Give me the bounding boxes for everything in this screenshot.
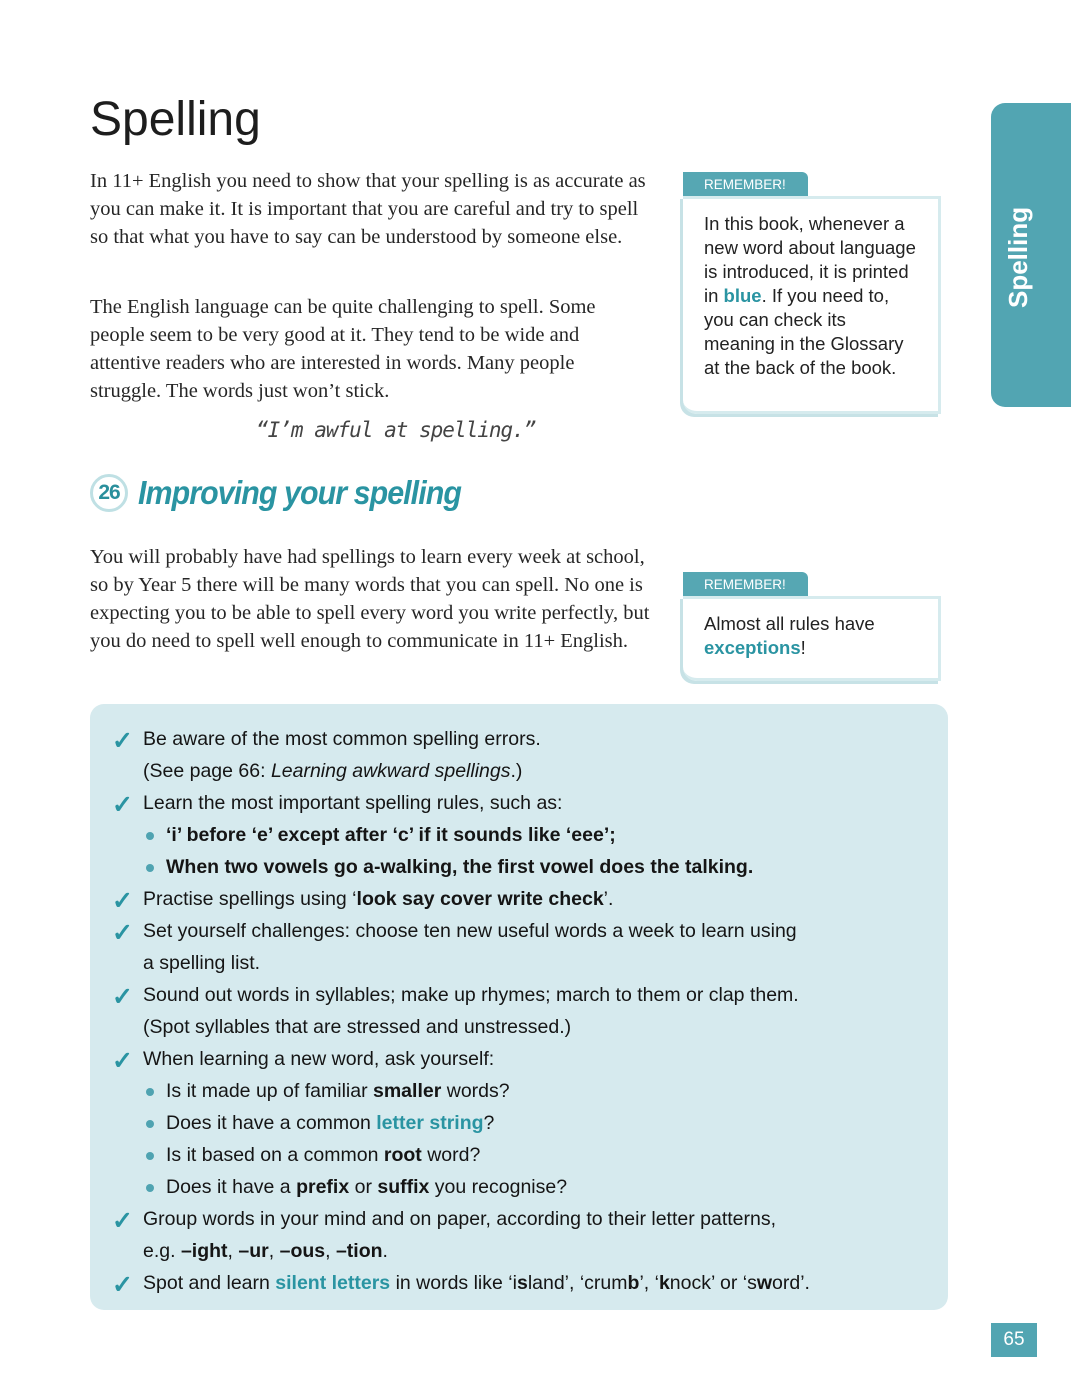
checklist-item-continuation — [90, 1014, 948, 1046]
glossary-term: letter string — [376, 1112, 484, 1134]
checklist-text: –ous — [279, 1240, 326, 1262]
checklist-text: , — [325, 1240, 336, 1262]
checkmark-icon: ✓ — [112, 1271, 133, 1299]
checklist-text: Is it made up of familiar — [166, 1080, 373, 1102]
remember-text: In this book, whenever a new word about language is introduced, it is printed in — [704, 213, 916, 306]
remember-tag: REMEMBER! — [683, 172, 808, 196]
checkmark-icon: ✓ — [112, 919, 133, 947]
checklist-text: Sound out words in syllables; make up rhymes; march to them or clap them. — [143, 984, 799, 1006]
checklist-text: –tion — [335, 1240, 383, 1262]
checklist-text: smaller — [373, 1080, 442, 1102]
checklist-text: –ight — [180, 1240, 228, 1262]
checklist-item — [90, 726, 948, 758]
checkmark-icon: ✓ — [112, 887, 133, 915]
checklist-text: you recognise? — [429, 1176, 568, 1198]
page-number: 65 — [991, 1323, 1037, 1357]
checklist-text: b — [627, 1272, 640, 1294]
remember-text: Almost all rules have — [704, 613, 875, 634]
checklist-text: .) — [510, 760, 523, 782]
checklist-item — [90, 790, 948, 822]
checkmark-icon: ✓ — [112, 1207, 133, 1235]
checklist-text: a spelling list. — [143, 952, 261, 974]
remember-box-exceptions — [683, 572, 941, 681]
glossary-term: silent letters — [275, 1272, 391, 1294]
checkmark-icon: ✓ — [112, 727, 133, 755]
checklist-text: ’. — [603, 888, 614, 910]
checklist-text: , — [268, 1240, 280, 1262]
checklist-text: Be aware of the most common spelling errors. — [143, 728, 541, 750]
bullet-icon — [146, 1088, 154, 1096]
remember-tag: REMEMBER! — [683, 572, 808, 596]
bullet-icon — [146, 832, 154, 840]
checkmark-icon: ✓ — [112, 983, 133, 1011]
checklist-item — [90, 982, 948, 1014]
checkmark-icon: ✓ — [112, 791, 133, 819]
checklist-item — [90, 886, 948, 918]
checklist-text: ord’. — [772, 1272, 810, 1294]
checklist-text: ‘i’ before ‘e’ except after ‘c’ if it sounds like ‘eee’; — [166, 824, 616, 846]
checklist-item-continuation — [90, 950, 948, 982]
remember-box-glossary — [683, 172, 941, 414]
checklist-text: Is it based on a common — [166, 1144, 384, 1166]
checklist-text: (Spot syllables that are stressed and unstressed.) — [143, 1016, 572, 1038]
checklist-text: look say cover write check — [356, 888, 604, 910]
checkmark-icon: ✓ — [112, 1047, 133, 1075]
checklist-text: e.g. — [143, 1240, 181, 1262]
checklist-text: prefix — [296, 1176, 350, 1198]
remember-text: . If you need to, you can check its meaning in the Glossary at the back of the book. — [704, 285, 904, 378]
checklist-bullet-item — [90, 1078, 948, 1110]
checklist-item-continuation — [90, 1238, 948, 1270]
remember-text: ! — [800, 637, 806, 658]
checklist-text: or — [349, 1176, 378, 1198]
checklist-text: Group words in your mind and on paper, according to their letter patterns, — [143, 1208, 777, 1230]
checklist-item — [90, 1206, 948, 1238]
section-paragraph: You will probably have had spellings to learn every week at school, so by Year 5 there will be many words that you can spell. No one is expecting you to be able to spell every word you write perfectly, but you do need to spell well enough to communicate in 11+ English. — [90, 546, 650, 652]
checklist-bullet-item — [90, 1174, 948, 1206]
bullet-icon — [146, 1120, 154, 1128]
spelling-tips-checklist — [90, 704, 948, 1310]
checklist-bullet-item — [90, 854, 948, 886]
checklist-bullet-item — [90, 1142, 948, 1174]
checklist-text: . — [382, 1240, 388, 1262]
checklist-text: –ur — [238, 1240, 269, 1262]
checklist-text: root — [383, 1144, 422, 1166]
page-title: Spelling — [90, 93, 261, 146]
section-heading — [90, 474, 489, 512]
handwritten-quote: “I’m awful at spelling.” — [256, 418, 536, 442]
remember-highlight: blue — [723, 285, 762, 306]
remember-body — [683, 596, 941, 681]
intro-paragraph-1: In 11+ English you need to show that your spelling is as accurate as you can make it. It is important that you are careful and try to spell so that what you have to say can be understood by someone else. — [90, 170, 646, 248]
checklist-text: in words like ‘i — [390, 1272, 517, 1294]
checklist-text: Spot and learn — [143, 1272, 276, 1294]
checklist-text: ? — [483, 1112, 495, 1134]
checklist-text: Learning awkward spellings — [270, 760, 511, 782]
intro-paragraph-2: The English language can be quite challenging to spell. Some people seem to be very good at it. They tend to be wide and attentive readers who are interested in words. Many people struggle. The words just won’t stick. — [90, 296, 596, 402]
checklist-text: k — [658, 1272, 670, 1294]
remember-body — [683, 196, 941, 414]
section-number-badge: 26 — [90, 474, 128, 512]
checklist-text: Learn the most important spelling rules, such as: — [143, 792, 563, 814]
checklist-bullet-item — [90, 1110, 948, 1142]
remember-highlight: exceptions — [704, 637, 801, 658]
chapter-side-tab-label: Spelling — [1003, 206, 1033, 308]
bullet-icon — [146, 1184, 154, 1192]
checklist-text: suffix — [377, 1176, 430, 1198]
section-title: Improving your spelling — [138, 474, 461, 511]
checklist-bullet-item — [90, 822, 948, 854]
bullet-icon — [146, 864, 154, 872]
checklist-text: Does it have a — [166, 1176, 297, 1198]
checklist-text: w — [756, 1272, 773, 1294]
checklist-text: (See page 66: — [143, 760, 271, 782]
checklist-item — [90, 1270, 948, 1302]
checklist-text: nock’ or ‘s — [669, 1272, 757, 1294]
bullet-icon — [146, 1152, 154, 1160]
checklist-text: land’, ‘crum — [527, 1272, 628, 1294]
checklist-item-continuation — [90, 758, 948, 790]
checklist-text: Set yourself challenges: choose ten new useful words a week to learn using — [143, 920, 797, 942]
checklist-text: When learning a new word, ask yourself: — [143, 1048, 495, 1070]
checklist-text: words? — [441, 1080, 510, 1102]
checklist-text: ’, ‘ — [639, 1272, 659, 1294]
checklist-item — [90, 1046, 948, 1078]
checklist-text: When two vowels go a-walking, the first vowel does the talking. — [166, 856, 754, 878]
chapter-side-tab — [991, 103, 1071, 407]
checklist-text: word? — [421, 1144, 481, 1166]
checklist-text: Does it have a common — [166, 1112, 377, 1134]
checklist-item — [90, 918, 948, 950]
checklist-text: Practise spellings using ‘ — [143, 888, 357, 910]
checklist-text: s — [516, 1272, 528, 1294]
checklist-text: , — [227, 1240, 239, 1262]
